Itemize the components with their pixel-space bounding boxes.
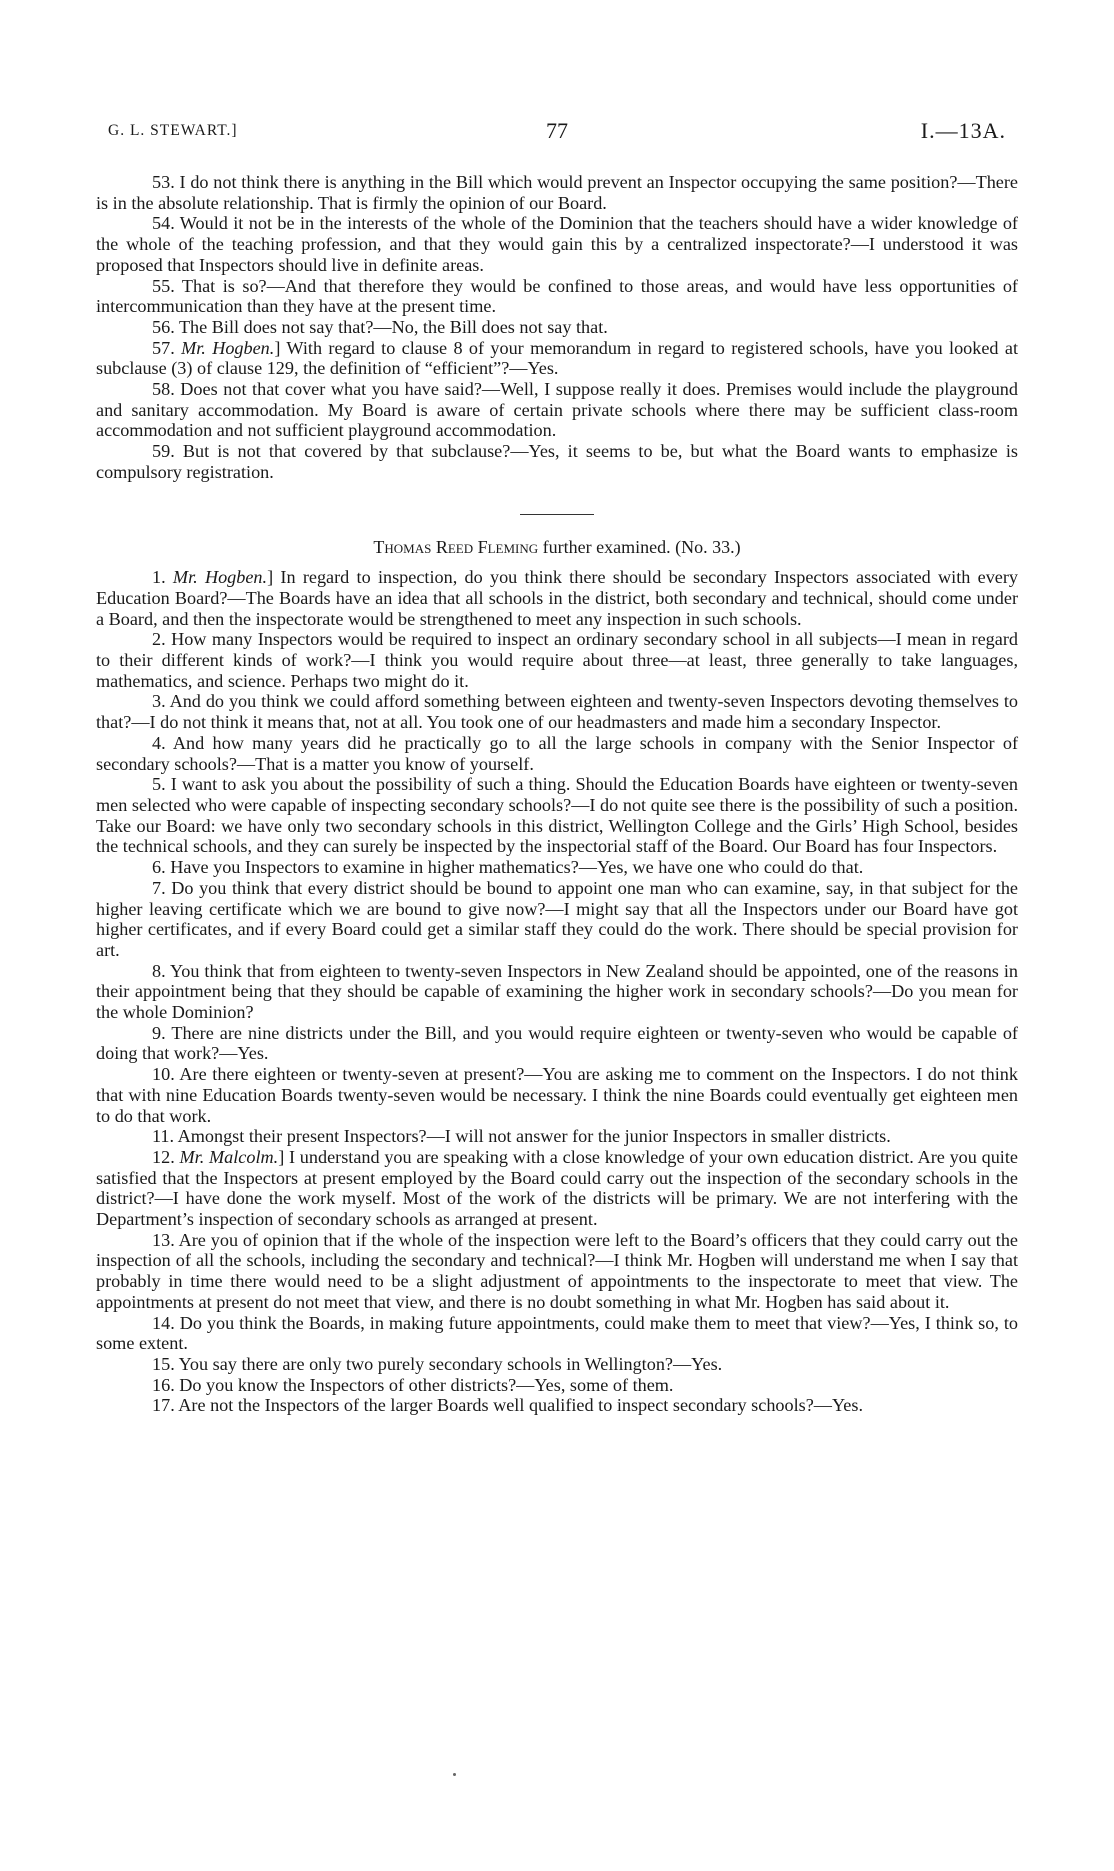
evidence-part-1 [96, 172, 1018, 483]
document-reference: I.—13A. [920, 118, 1006, 143]
question-paragraph [96, 1126, 1018, 1147]
page-number: 77 [546, 118, 568, 143]
paragraph-text: 14. Do you think the Boards, in making future appointments, could make them to meet that view?—Yes, I think so, to some extent. [96, 1312, 1018, 1354]
question-paragraph [96, 629, 1018, 691]
question-paragraph [96, 857, 1018, 878]
paragraph-text: 13. Are you of opinion that if the whole of the inspection were left to the Board’s officers that they could carry out the inspection of all the schools, including the secondary and technical?—I think Mr. Hogben will understand me when I say that probably in time there would need to be a slight adjustment of appointments to the inspectorate to meet that view. The appointments at present do not meet that view, and there is no doubt something in what Mr. Hogben has said about it. [96, 1229, 1018, 1312]
question-paragraph [96, 1147, 1018, 1230]
paragraph-text: 2. How many Inspectors would be required to inspect an ordinary secondary school in all subjects—I mean in regard to their different kinds of work?—I think you would require about three—at least, three generally to take languages, mathematics, and science. Perhaps two might do it. [96, 629, 1018, 691]
paragraph-text: 54. Would it not be in the interests of the whole of the Dominion that the teachers should have a wider knowledge of the whole of the teaching profession, and that they would gain this by a centralized inspectorate?—I understood it was proposed that Inspectors should live in definite areas. [96, 213, 1018, 275]
document-body [96, 172, 1018, 1416]
question-paragraph [96, 379, 1018, 441]
paragraph-text: 55. That is so?—And that therefore they would be confined to those areas, and would have less opportunities of intercommunication than they have at the present time. [96, 275, 1018, 317]
paragraph-text: 6. Have you Inspectors to examine in higher mathematics?—Yes, we have one who could do that. [152, 857, 864, 878]
witness-name: Thomas Reed Fleming [373, 536, 539, 557]
paragraph-text: ] In regard to inspection, do you think there should be secondary Inspectors associated with every Education Board?—The Boards have an idea that all schools in the district, both secondary and technical, should come under a Board, and then the inspectorate would be strengthened to meet any inspection in such schools. [96, 567, 1019, 629]
paragraph-text: 3. And do you think we could afford something between eighteen and twenty-seven Inspectors devoting themselves to that?—I do not think it means that, not at all. You took one of our headmasters and made him a secondary Inspector. [96, 691, 1018, 733]
paragraph-text: 58. Does not that cover what you have said?—Well, I suppose really it does. Premises would include the playground and sanitary accommodation. My Board is aware of certain private schools where there may be sufficient class-room accommodation and not sufficient playground accommodation. [96, 379, 1018, 441]
question-paragraph [96, 317, 1018, 338]
question-paragraph [96, 1023, 1018, 1064]
question-paragraph [96, 961, 1018, 1023]
header-witness-name: G. L. STEWART.] [108, 122, 238, 139]
question-paragraph [96, 172, 1018, 213]
question-paragraph [96, 1064, 1018, 1126]
paragraph-text: 9. There are nine districts under the Bill, and you would require eighteen or twenty-seven who would be capable of doing that work?—Yes. [96, 1022, 1018, 1064]
evidence-part-2 [96, 567, 1018, 1416]
paragraph-text: 11. Amongst their present Inspectors?—I will not answer for the junior Inspectors in smaller districts. [152, 1126, 891, 1147]
speaker-name: Mr. Hogben. [181, 337, 275, 358]
paragraph-text: 16. Do you know the Inspectors of other districts?—Yes, some of them. [152, 1374, 674, 1395]
question-paragraph [96, 878, 1018, 961]
paragraph-text: 15. You say there are only two purely secondary schools in Wellington?—Yes. [152, 1353, 723, 1374]
question-paragraph [96, 1354, 1018, 1375]
paragraph-text: 10. Are there eighteen or twenty-seven at present?—You are asking me to comment on the Inspectors. I do not think that with nine Education Boards twenty-seven would be necessary. I think the nine Boards could eventually get eighteen men to do that work. [96, 1064, 1018, 1126]
page-header [108, 118, 1006, 148]
question-paragraph [96, 733, 1018, 774]
section-divider [520, 514, 594, 515]
question-number: 12. [152, 1146, 180, 1167]
question-paragraph [96, 1395, 1018, 1416]
question-paragraph [96, 338, 1018, 379]
question-number: 57. [152, 337, 182, 358]
question-paragraph [96, 1375, 1018, 1396]
question-paragraph [96, 691, 1018, 732]
question-paragraph [96, 774, 1018, 857]
question-paragraph [96, 213, 1018, 275]
scan-speck [453, 1773, 456, 1776]
speaker-name: Mr. Hogben. [172, 567, 268, 588]
paragraph-text: 53. I do not think there is anything in the Bill which would prevent an Inspector occupying the same position?—There is in the absolute relationship. That is firmly the opinion of our Board. [96, 172, 1018, 213]
speaker-name: Mr. Malcolm. [179, 1146, 279, 1167]
question-paragraph [96, 276, 1018, 317]
paragraph-text: 59. But is not that covered by that subclause?—Yes, it seems to be, but what the Board wants to emphasize is compulsory registration. [96, 441, 1018, 482]
paragraph-text: 4. And how many years did he practically go to all the large schools in company with the Senior Inspector of secondary schools?—That is a matter you know of yourself. [96, 732, 1018, 774]
question-number: 1. [152, 567, 173, 588]
paragraph-text: 7. Do you think that every district should be bound to appoint one man who can examine, say, in that subject for the higher leaving certificate which we are bound to give now?—I might say that all the Inspectors under our Board have got higher certificates, and if every Board could get a similar staff they could do the work. There should be special provision for art. [96, 877, 1018, 960]
section-title [96, 537, 1018, 558]
question-paragraph [96, 1313, 1018, 1354]
paragraph-text: ] With regard to clause 8 of your memorandum in regard to registered schools, have you looked at subclause (3) of clause 129, the definition of “efficient”?—Yes. [96, 337, 1019, 379]
question-paragraph [96, 1230, 1018, 1313]
paragraph-text: ] I understand you are speaking with a close knowledge of your own education district. Are you quite satisfied that the Inspectors at present employed by the Board could carry out the inspection of the secondary schools in the district?—I have done the work myself. Most of the work of the districts will be primary. We are not interfering with the Department’s inspection of secondary schools as arranged at present. [96, 1146, 1018, 1230]
paragraph-text: 17. Are not the Inspectors of the larger Boards well qualified to inspect secondary schools?—Yes. [152, 1395, 864, 1416]
paragraph-text: 5. I want to ask you about the possibility of such a thing. Should the Education Boards have eighteen or twenty-seven men selected who were capable of inspecting secondary schools?—I do not quite see there is the possibility of such a position. Take our Board: we have only two secondary schools in this district, Wellington College and the Girls’ High School, besides the technical schools, and they can surely be inspected by the inspectorial staff of the Board. Our Board has four Inspectors. [96, 774, 1018, 857]
paragraph-text: 56. The Bill does not say that?—No, the Bill does not say that. [152, 316, 608, 337]
section-subtitle: further examined. (No. 33.) [538, 536, 741, 557]
paragraph-text: 8. You think that from eighteen to twenty-seven Inspectors in New Zealand should be appointed, one of the reasons in their appointment being that they should be capable of examining the higher work in secondary schools?—Do you mean for the whole Dominion? [96, 960, 1018, 1023]
question-paragraph [96, 441, 1018, 482]
question-paragraph [96, 567, 1018, 629]
